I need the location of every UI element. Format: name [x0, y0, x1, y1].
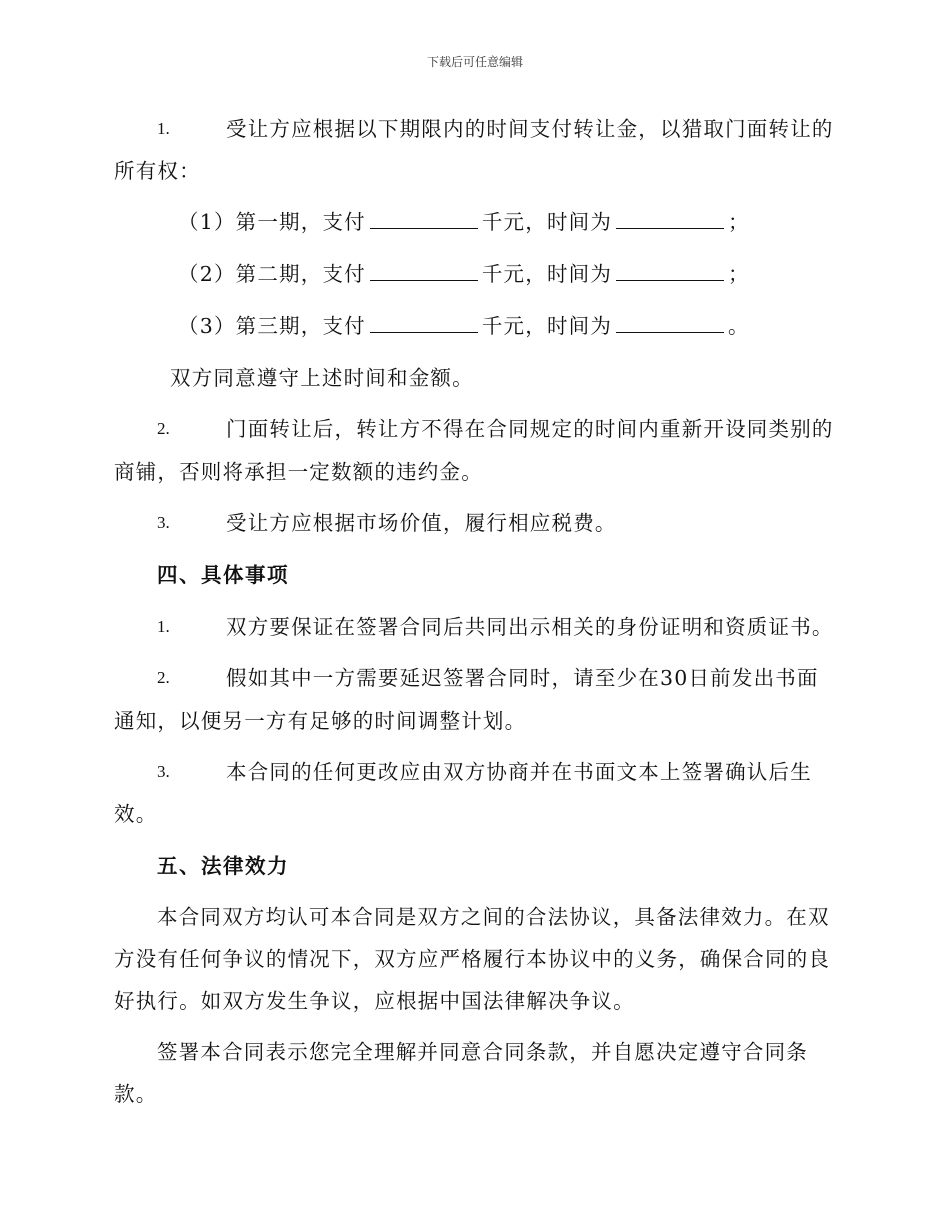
- clause-text: 受让方应根据以下期限内的时间支付转让金，以猎取门面转让的: [226, 117, 834, 141]
- installment-label: （3）第三期，支付: [178, 314, 366, 338]
- amount-blank[interactable]: [370, 260, 478, 281]
- installment-line: [178, 208, 750, 236]
- item-number: 2.: [157, 668, 170, 687]
- paragraph-line: 款。: [114, 1082, 158, 1106]
- paragraph-line: 方没有任何争议的情况下，双方应严格履行本协议中的义务，确保合同的良: [114, 947, 831, 971]
- item-number: 3.: [157, 762, 170, 781]
- section-heading: 五、法律效力: [157, 854, 289, 878]
- page-header: 下载后可任意编辑: [426, 55, 523, 69]
- clause-text: 门面转让后，转让方不得在合同规定的时间内重新开设同类别的: [226, 417, 834, 441]
- clause-number: 1.: [157, 119, 170, 138]
- punctuation: ；: [728, 210, 750, 234]
- amount-blank[interactable]: [370, 312, 478, 333]
- punctuation: 。: [728, 314, 750, 338]
- installment-label: （2）第二期，支付: [178, 262, 366, 286]
- installment-unit: 千元，时间为: [481, 314, 613, 338]
- installment-unit: 千元，时间为: [481, 210, 613, 234]
- punctuation: ；: [728, 262, 750, 286]
- item-text: 假如其中一方需要延迟签署合同时，请至少在30日前发出书面: [226, 666, 819, 690]
- clause-text: 所有权：: [114, 159, 201, 183]
- installment-label: （1）第一期，支付: [178, 210, 366, 234]
- paragraph-line: 签署本合同表示您完全理解并同意合同条款，并自愿决定遵守合同条: [157, 1040, 808, 1064]
- paragraph-line: 好执行。如双方发生争议，应根据中国法律解决争议。: [114, 989, 635, 1013]
- clause-number: 2.: [157, 419, 170, 438]
- clause-number: 3.: [157, 513, 170, 532]
- date-blank[interactable]: [616, 260, 724, 281]
- item-text: 通知，以便另一方有足够的时间调整计划。: [114, 709, 527, 733]
- item-number: 1.: [157, 617, 170, 636]
- agreement-text: 双方同意遵守上述时间和金额。: [170, 366, 474, 390]
- amount-blank[interactable]: [370, 208, 478, 229]
- item-text: 本合同的任何更改应由双方协商并在书面文本上签署确认后生: [226, 760, 812, 784]
- item-text: 双方要保证在签署合同后共同出示相关的身份证明和资质证书。: [226, 615, 834, 639]
- clause-text: 商铺，否则将承担一定数额的违约金。: [114, 460, 483, 484]
- paragraph-line: 本合同双方均认可本合同是双方之间的合法协议，具备法律效力。在双: [157, 905, 830, 929]
- section-heading: 四、具体事项: [157, 563, 289, 587]
- date-blank[interactable]: [616, 312, 724, 333]
- installment-line: [178, 260, 750, 288]
- installment-unit: 千元，时间为: [481, 262, 613, 286]
- installment-line: [178, 312, 750, 340]
- date-blank[interactable]: [616, 208, 724, 229]
- item-text: 效。: [114, 802, 158, 826]
- clause-text: 受让方应根据市场价值，履行相应税费。: [226, 511, 617, 535]
